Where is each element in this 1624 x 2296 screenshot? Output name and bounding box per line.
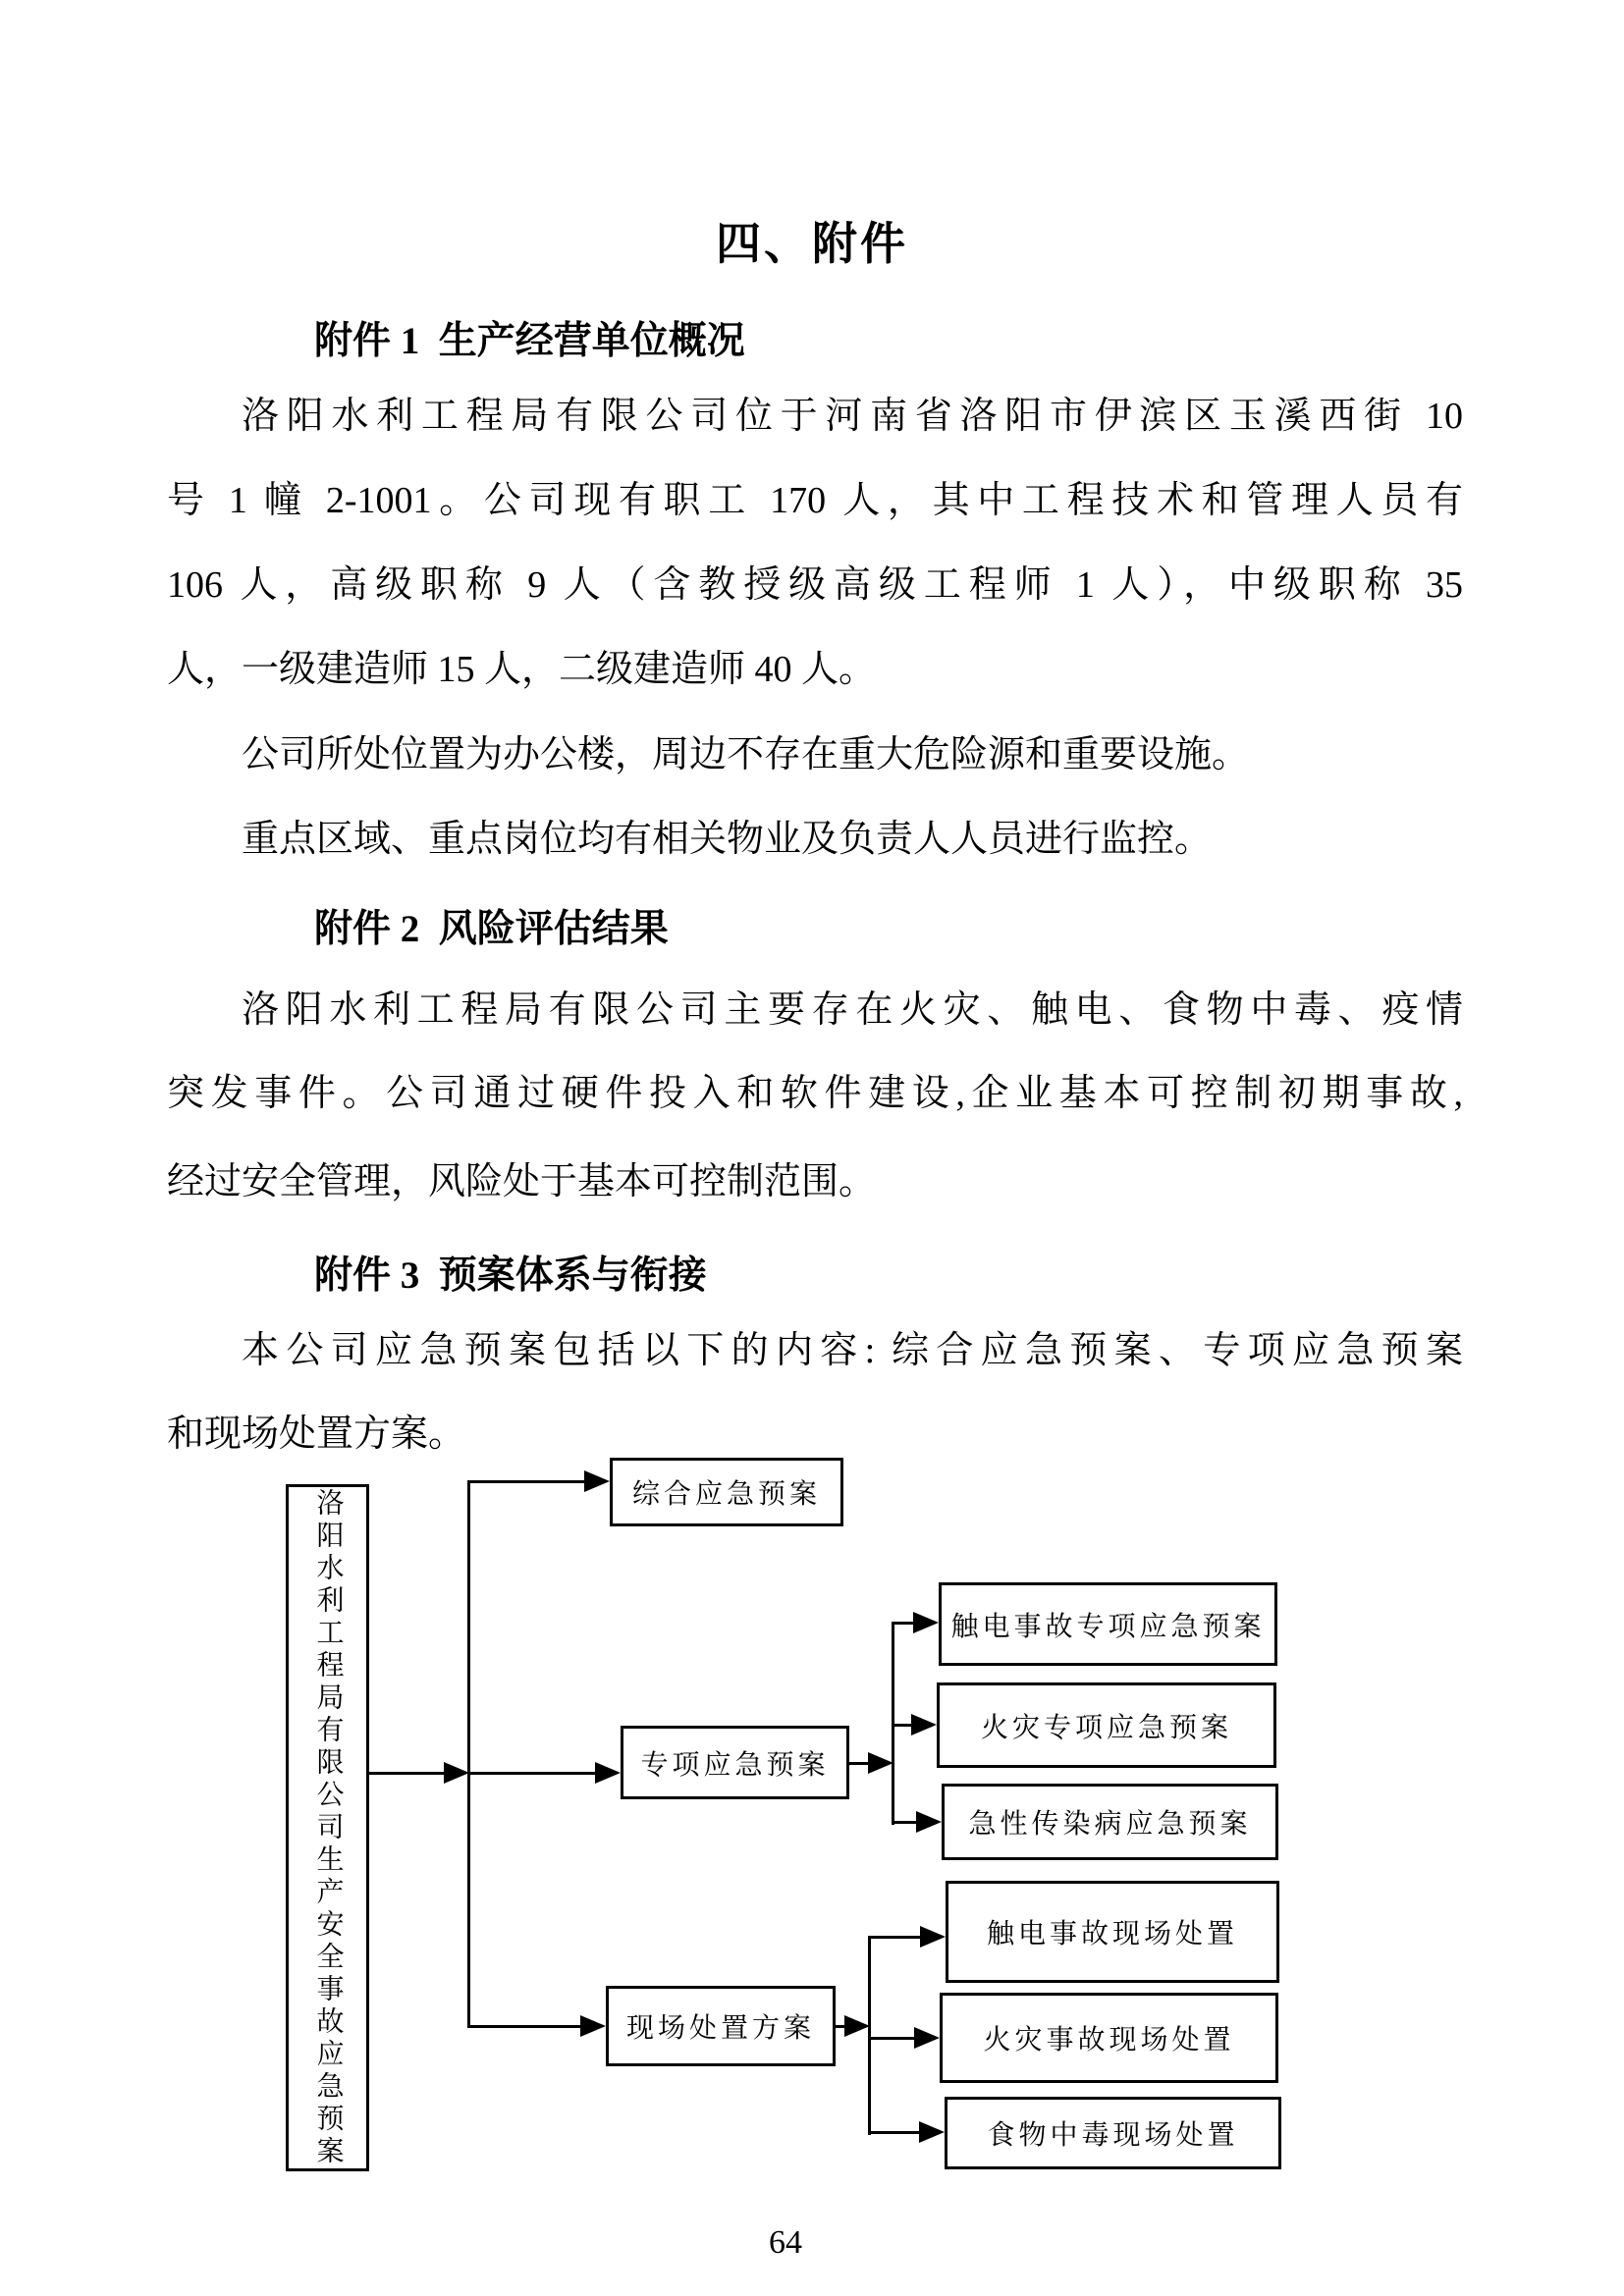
- connector-special-out: [849, 1762, 868, 1765]
- body-line: 洛阳水利工程局有限公司主要存在火灾、触电、食物中毒、疫情: [242, 989, 1463, 1031]
- body-line: 人，一级建造师 15 人，二级建造师 40 人。: [167, 649, 877, 690]
- arrowhead-to-food-onsite: [919, 2121, 945, 2143]
- arrowhead-onsite-out: [844, 2015, 870, 2037]
- connector-to-infection-special: [894, 1821, 916, 1824]
- flowchart-box-comprehensive-plan: 综合应急预案: [610, 1458, 843, 1526]
- connector-to-comprehensive: [470, 1480, 584, 1483]
- body-line: 106 人，高级职称 9 人（含教授级高级工程师 1 人），中级职称 35: [167, 564, 1463, 606]
- connector-onsite-out: [836, 2025, 844, 2028]
- body-line: 和现场处置方案。: [167, 1414, 466, 1455]
- flowchart-root-label: 洛阳水利工程局有限公司生产安全事故应急预案: [312, 1487, 344, 2168]
- arrowhead-to-fire-special: [911, 1714, 937, 1735]
- attachment3-heading: 附件 3 预案体系与衔接: [314, 1255, 707, 1297]
- connector-to-onsite: [470, 2025, 580, 2028]
- connector-to-food-onsite: [871, 2131, 919, 2134]
- page-title: 四、附件: [716, 219, 908, 269]
- arrowhead-to-comprehensive: [584, 1470, 610, 1492]
- flowchart-box-onsite-plan: 现场处置方案: [606, 1986, 836, 2066]
- connector-to-electric-special: [894, 1622, 913, 1625]
- flowchart-box-infection-special-plan: 急性传染病应急预案: [942, 1784, 1278, 1860]
- arrowhead-special-out: [868, 1752, 893, 1774]
- arrowhead-root-out: [444, 1762, 469, 1784]
- body-line: 公司所处位置为办公楼，周边不存在重大危险源和重要设施。: [242, 734, 1250, 775]
- arrowhead-to-infection-special: [916, 1811, 942, 1833]
- body-line: 重点区域、重点岗位均有相关物业及负责人人员进行监控。: [242, 819, 1213, 860]
- connector-to-electric-onsite: [871, 1936, 920, 1939]
- connector-to-fire-onsite: [871, 2037, 914, 2040]
- connector-to-special: [470, 1772, 595, 1775]
- body-line: 本公司应急预案包括以下的内容: 综合应急预案、专项应急预案: [242, 1330, 1463, 1371]
- arrowhead-to-electric-onsite: [920, 1926, 946, 1948]
- attachment1-heading: 附件 1 生产经营单位概况: [314, 320, 745, 362]
- connector-spine3: [868, 1936, 871, 2135]
- arrowhead-to-electric-special: [913, 1612, 939, 1633]
- connector-spine1: [467, 1480, 470, 2028]
- body-line: 突发事件。公司通过硬件投入和软件建设,企业基本可控制初期事故,: [167, 1073, 1463, 1114]
- connector-root-out: [369, 1772, 444, 1775]
- flowchart-box-food-onsite-disposal: 食物中毒现场处置: [945, 2097, 1281, 2169]
- body-line: 经过安全管理，风险处于基本可控制范围。: [167, 1161, 877, 1202]
- arrowhead-to-onsite: [580, 2015, 606, 2037]
- attachment2-heading: 附件 2 风险评估结果: [314, 908, 669, 950]
- arrowhead-to-special: [595, 1762, 621, 1784]
- body-line: 号 1 幢 2-1001。公司现有职工 170 人，其中工程技术和管理人员有: [167, 480, 1463, 521]
- flowchart-box-fire-special-plan: 火灾专项应急预案: [937, 1682, 1276, 1768]
- connector-to-fire-special: [894, 1724, 911, 1727]
- flowchart-root-box: [286, 1484, 369, 2171]
- flowchart-box-special-plan: 专项应急预案: [621, 1726, 849, 1799]
- arrowhead-to-fire-onsite: [914, 2027, 940, 2049]
- body-line: 洛阳水利工程局有限公司位于河南省洛阳市伊滨区玉溪西街 10: [242, 396, 1463, 437]
- flowchart-box-fire-onsite-disposal: 火灾事故现场处置: [940, 1993, 1278, 2083]
- flowchart-box-electric-onsite-disposal: 触电事故现场处置: [946, 1881, 1279, 1983]
- flowchart-box-electric-special-plan: 触电事故专项应急预案: [939, 1582, 1277, 1666]
- page-number: 64: [769, 2224, 802, 2261]
